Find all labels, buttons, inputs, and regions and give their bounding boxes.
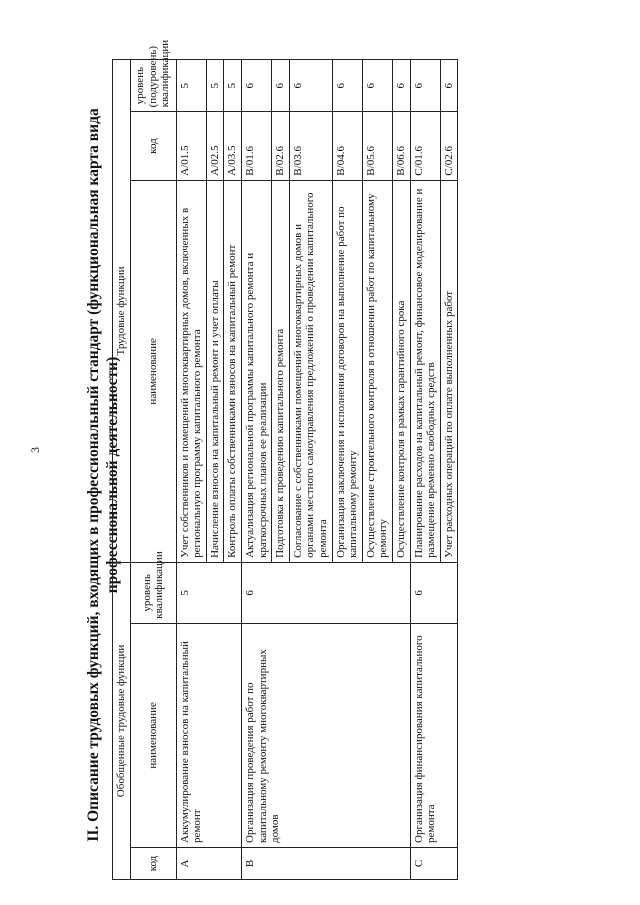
function-code: В/01.6 <box>241 112 271 180</box>
function-code: В/04.6 <box>332 112 362 180</box>
group-level: 5 <box>176 562 241 623</box>
function-name: Подготовка к проведению капитального ремонта <box>272 180 290 562</box>
group-name: Аккумулирование взносов на капитальный ремонт <box>176 623 241 847</box>
header-sublevel: уровень (подуровень) квалификации <box>130 60 176 112</box>
function-level: 5 <box>206 60 224 112</box>
function-code: С/01.6 <box>410 112 440 180</box>
function-level: 6 <box>272 60 290 112</box>
function-code: В/03.6 <box>289 112 332 180</box>
function-level: 5 <box>224 60 242 112</box>
table-row <box>241 60 271 880</box>
function-name: Планирование расходов на капитальный ремонт, финансовое моделирование и размещение временно свободных средств <box>410 180 440 562</box>
group-name: Организация проведения работ по капитальному ремонту многоквартирных домов <box>241 623 410 847</box>
function-name: Контроль оплаты собственниками взносов на капитальный ремонт <box>224 180 242 562</box>
function-level: 6 <box>241 60 271 112</box>
function-code: А/01.5 <box>176 112 206 180</box>
function-name: Организация заключения и исполнения договоров на выполнение работ по капитальному ремонту <box>332 180 362 562</box>
section-title: II. Описание трудовых функций, входящих в профессиональный стандарт (функциональная карта вида профессиональной деятельности) <box>85 108 121 842</box>
function-level: 6 <box>332 60 362 112</box>
header-name: наименование <box>130 623 176 847</box>
function-name: Актуализация региональной программы капитального ремонта и краткосрочных планов ее реализации <box>241 180 271 562</box>
table-row <box>176 60 206 880</box>
function-name: Согласование с собственниками помещений многоквартирных домов и органами местного самоуправления предложений о проведении капитального ремонта <box>289 180 332 562</box>
function-name: Осуществление строительного контроля в отношении работ по капитальному ремонту <box>362 180 392 562</box>
function-code: А/03.5 <box>224 112 242 180</box>
header-generalized-functions: Обобщенные трудовые функции <box>113 562 131 879</box>
function-name: Начисление взносов на капитальный ремонт и учет оплаты <box>206 180 224 562</box>
functional-map-table <box>112 39 458 880</box>
page-number: 3 <box>28 447 42 453</box>
group-code: С <box>410 847 458 879</box>
function-code: В/02.6 <box>272 112 290 180</box>
group-code: А <box>176 847 241 879</box>
group-code: В <box>241 847 410 879</box>
function-level: 5 <box>176 60 206 112</box>
function-level: 6 <box>289 60 332 112</box>
header-code: код <box>130 847 176 879</box>
group-name: Организация финансирования капитального ремонта <box>410 623 458 847</box>
function-name: Учет расходных операций по оплате выполненных работ <box>440 180 458 562</box>
function-level: 6 <box>362 60 392 112</box>
function-level: 6 <box>410 60 440 112</box>
function-code: В/06.6 <box>392 112 410 180</box>
header-function-code: код <box>130 112 176 180</box>
function-level: 6 <box>392 60 410 112</box>
function-name: Осуществление контроля в рамках гарантийного срока <box>392 180 410 562</box>
header-level: уровень квалификации <box>130 562 176 623</box>
header-function-name: наименование <box>130 180 176 562</box>
group-level: 6 <box>410 562 458 623</box>
function-level: 6 <box>440 60 458 112</box>
table-row <box>410 60 440 880</box>
function-code: В/05.6 <box>362 112 392 180</box>
header-labor-functions: Трудовые функции <box>113 60 131 563</box>
function-code: А/02.5 <box>206 112 224 180</box>
function-name: Учет собственников и помещений многоквартирных домов, включенных в региональную программу капитального ремонта <box>176 180 206 562</box>
group-level: 6 <box>241 562 410 623</box>
function-code: С/02.6 <box>440 112 458 180</box>
